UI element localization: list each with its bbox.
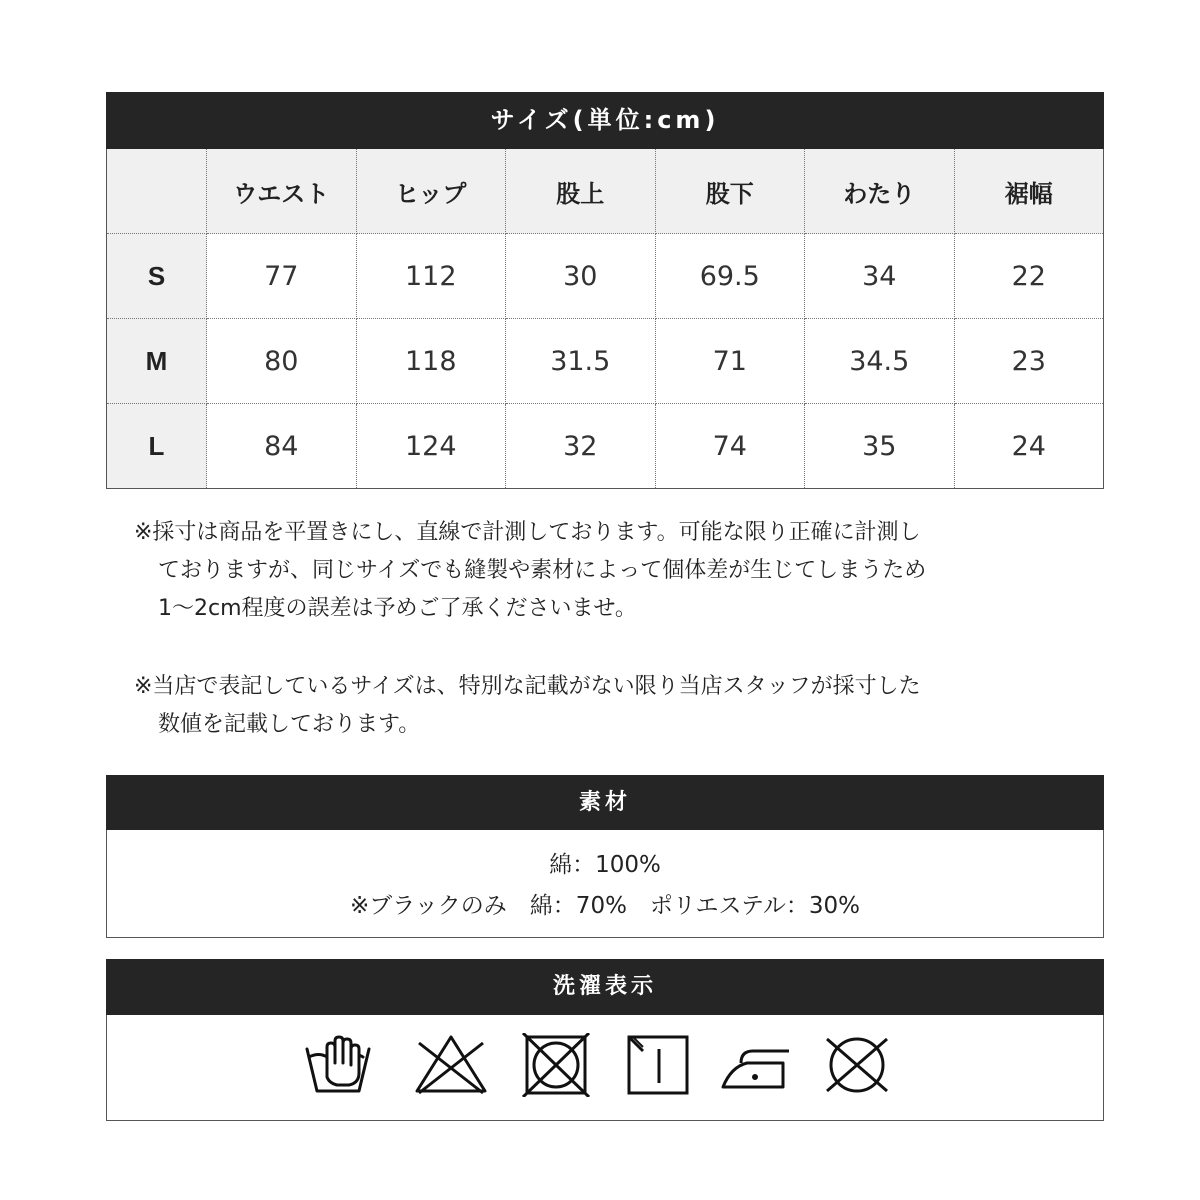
note-line: 数値を記載しております。 <box>158 712 421 737</box>
note-line: 1～2cm程度の誤差は予めご了承くださいませ。 <box>158 596 637 621</box>
table-row-s <box>107 234 1104 319</box>
column-header-rise: 股上 <box>506 149 656 234</box>
table-cell: 31.5 <box>506 319 656 404</box>
material-section-title: 素材 <box>106 775 1104 830</box>
no-bleach-icon <box>411 1033 491 1097</box>
table-row-l <box>107 404 1104 489</box>
table-cell: 84 <box>207 404 357 489</box>
table-cell: 22 <box>954 234 1104 319</box>
column-header-hip: ヒップ <box>356 149 506 234</box>
column-header-hem-width: 裾幅 <box>954 149 1104 234</box>
measurement-note <box>134 514 1014 628</box>
material-line: 綿：100% <box>549 852 661 878</box>
size-section-title: サイズ(単位:cm) <box>106 92 1104 149</box>
no-tumble-dry-icon <box>517 1033 597 1097</box>
table-cell: 77 <box>207 234 357 319</box>
size-label: M <box>107 319 207 404</box>
table-cell: 124 <box>356 404 506 489</box>
table-cell: 24 <box>1011 430 1046 462</box>
material-line: ※ブラックのみ 綿：70% ポリエステル：30% <box>350 893 860 919</box>
size-label: S <box>107 234 207 319</box>
table-cell: 80 <box>207 319 357 404</box>
table-cell: 74 <box>655 404 805 489</box>
column-header-thigh: わたり <box>805 149 955 234</box>
table-cell: 23 <box>954 319 1104 404</box>
column-header-blank <box>107 149 207 234</box>
column-header-inseam: 股下 <box>655 149 805 234</box>
column-header-waist: ウエスト <box>207 149 357 234</box>
size-notation-note <box>134 668 1014 744</box>
note-line: ておりますが、同じサイズでも縫製や素材によって個体差が生じてしまうため <box>158 558 927 583</box>
table-cell: 69.5 <box>655 234 805 319</box>
note-line: ※採寸は商品を平置きにし、直線で計測しております。可能な限り正確に計測し <box>134 520 921 545</box>
no-dry-clean-icon <box>817 1033 897 1097</box>
line-dry-shade-icon <box>619 1033 699 1097</box>
table-cell: 112 <box>356 234 506 319</box>
table-cell: 34.5 <box>805 319 955 404</box>
washing-section-title: 洗濯表示 <box>106 959 1104 1015</box>
size-label: L <box>107 404 207 489</box>
washing-symbols-box <box>106 1015 1104 1121</box>
table-row-m <box>107 319 1104 404</box>
material-box <box>106 830 1104 938</box>
table-cell: 118 <box>356 319 506 404</box>
table-cell: 30 <box>506 234 656 319</box>
table-cell: 32 <box>506 404 656 489</box>
table-cell: 34 <box>805 234 955 319</box>
iron-low-icon <box>717 1033 797 1097</box>
size-table-header-row <box>107 149 1104 234</box>
hand-wash-icon <box>303 1033 383 1097</box>
size-table <box>106 149 1104 489</box>
table-cell: 35 <box>805 404 955 489</box>
note-line: ※当店で表記しているサイズは、特別な記載がない限り当店スタッフが採寸した <box>134 674 921 699</box>
table-cell: 71 <box>655 319 805 404</box>
